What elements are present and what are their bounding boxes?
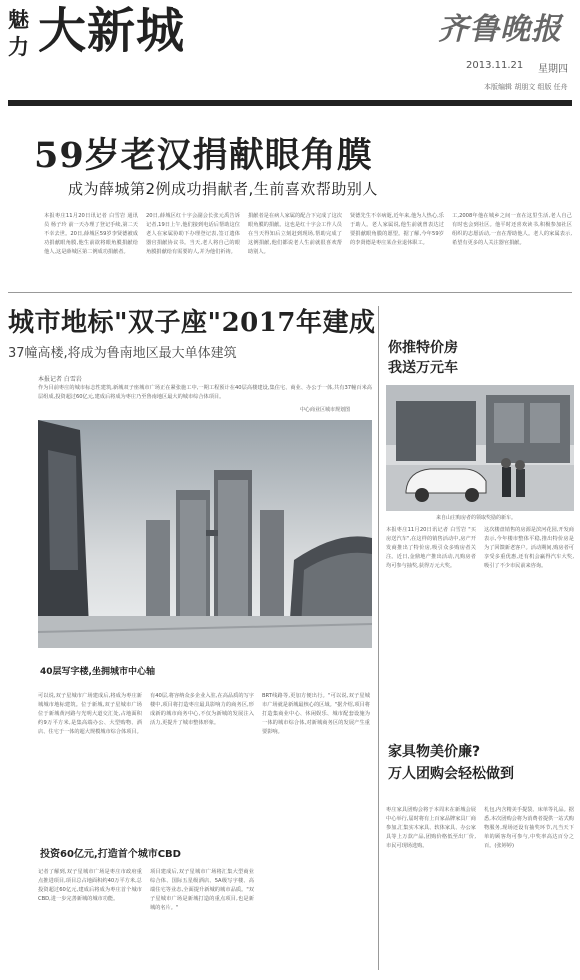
car-photo-image (386, 385, 574, 511)
sidebar1-headline-2: 我送万元车 (388, 360, 458, 376)
sidebar2-headline-2: 万人团购会轻松做到 (388, 766, 514, 782)
story2-subhead-a: 40层写字楼,坐拥城市中心轴 (40, 667, 155, 677)
story1-col-4: 贤德先生不幸病逝,近年来,他为人热心,乐于助人。老人家属说,他生前就曾表达过要捐献眼角膜的愿望。据了解,今年59岁的李贤德是枣庄某企业退休职工。 (350, 213, 444, 246)
column-divider (378, 306, 379, 970)
city-plan-photo (38, 420, 372, 648)
story2-col-a1: 可以说,双子星城市广场建成后,将成为枣庄新城城市地标建筑。位于新城,双子星城市广场位于新城黄河路与光明大道交汇处,占地面积约9万平方米,是集高端办公、大型购物、酒店、住宅于一体的超大规模城市综合体项目。 (38, 693, 142, 735)
story2-col-a2: 有40层,将容纳众多企业入驻,在高品质的写字楼中,项目将打造枣庄最具影响力的商务区,形成新的城市商务中心,不仅为新城的发展注入活力,更提升了城市整体形象。 (150, 693, 254, 726)
city-rendering-image (38, 420, 372, 648)
story2-lead: 作为目前枣庄的城市标志性建筑,新城双子座城市广场正在紧张施工中,一期工程预计在40层高楼建设,集住宅、商业、办公于一体,共有37幢百米高层组成,投资超过60亿元,建成后将成为枣庄乃至鲁南地区最大的城市综合体项目。 (38, 385, 372, 400)
story2-col-b1: 记者了解到,双子星城市广场是枣庄市政府重点推进项目,项目总占地面积约40万平方米,总投资超过60亿元,建成后将成为枣庄首个城市CBD,进一步完善新城的城市功能。 (38, 869, 142, 902)
story2-col-b2: 项目建成后,双子星城市广场将汇集大型商业综合体、国际五星级酒店、5A级写字楼、高端住宅等业态,全面提升新城的城市品质。"双子星城市广场是新城打造的重点项目,也是新城的名片。" (150, 869, 254, 911)
masthead-rule (8, 100, 572, 106)
story2-col-a3: BRT线路等,更加方便出行。"可以说,双子星城市广场就是新城最核心的区域。"据介绍,项目将打造集商业中心、休闲娱乐、城市配套设施为一体的城市综合体,对新城商务区的发展产生重要影响。 (262, 693, 370, 735)
story1-col-5: 工,2008年他在城乡之间一直在这里生活,老人自己有时也会到社区。他平时还喜欢读书,积极参加社区组织的志愿活动,一直在帮助他人。老人的家属表示,希望有更多的人关注器官捐献。 (452, 213, 572, 246)
sidebar1-col-1: 本报枣庄11月20日讯记者 白雪岩 "买房送汽车",在这样的销售活动中,房产开发商推出了特价房,吸引众多购房者关注。近日,金鼎地产推出活动,凡购房者均可参与抽奖,获得万元大奖。 (386, 527, 476, 569)
sidebar2-headline-1: 家具物美价廉? (388, 744, 481, 760)
story2-byline: 本报记者 白雪岩 (38, 376, 82, 383)
newspaper-logo: 齐鲁晚报 (438, 12, 562, 47)
car-award-photo (386, 385, 574, 511)
sidebar1-col-2: 这次楼盘销售的房源是滨河花园,开发商表示,今年楼市整体平稳,推出特价房是为了回馈新老客户。活动期间,购房者可享受多重优惠,还有机会赢得汽车大奖,吸引了不少市民前来咨询。 (484, 527, 574, 569)
story1-col-1: 本报枣庄11月20日讯记者 白雪岩 通讯员 杨子玲 前一天办理了登记手续,第二天不幸去世。20日,薛城区59岁李贤德被成功捐献眼角膜,他生前欲将眼角膜捐献给他人,这是薛城区第二例成功捐献者。 (44, 213, 138, 255)
story1-col-3: 捐献者是在病人家属的配合下完成了这次眼角膜的捐献。这也是红十字会工作人员在当天得知后立刻赶到现场,帮助完成了这例捐献,他们都说老人生前就很喜欢帮助别人。 (248, 213, 342, 255)
story2-subheadline: 37幢高楼,将成为鲁南地区最大单体建筑 (8, 346, 237, 361)
sidebar2-col-2: 札包,内含精美手提袋、床单等礼品。据悉,本次团购会将为消费者提供一站式购物服务,现场还设有抽奖环节,凡当天下单的顾客均可参与,中奖率高达百分之百。(张婷婷) (484, 807, 574, 849)
issue-weekday: 星期四 (538, 64, 568, 75)
city-photo-caption: 中心商业区城市规划图 (300, 407, 351, 413)
editor-credit: 本版编辑 胡朋文 组版 任舟 (484, 83, 568, 91)
story1-col-2: 20日,薛城区红十字会副会长张元禹告诉记者,19日上午,他们接到电话后帮助这位老人在家属协助下办理登记表,签订遗体器官捐献协议书。当天,老人将自己的眼角膜捐献给有需要的人,并为他们祈祷。 (146, 213, 240, 255)
story1-headline: 59岁老汉捐献眼角膜 (34, 135, 373, 176)
story1-subheadline: 成为薛城第2例成功捐献者,生前喜欢帮助别人 (68, 180, 378, 198)
story2-headline: 城市地标"双子座"2017年建成 (8, 308, 376, 338)
story2-subhead-b: 投资60亿元,打造首个城市CBD (40, 849, 181, 860)
issue-date: 2013.11.21 (466, 60, 524, 71)
section-side-label: 魅力 (8, 7, 29, 59)
sidebar2-col-1: 枣庄家具团购会将于本周末在新城会展中心举行,届时将有上百家品牌家具厂商参加,汇集实木家具、软体家具、办公家具等上万款产品,团购价格低至出厂价,市民可现场选购。 (386, 807, 476, 849)
sidebar1-headline-1: 你推特价房 (388, 340, 458, 356)
story1-bottom-rule (8, 292, 572, 293)
section-title: 大新城 (38, 3, 186, 59)
car-photo-caption: 来自山庄购房者的领取奖励的新车。 (436, 515, 517, 521)
